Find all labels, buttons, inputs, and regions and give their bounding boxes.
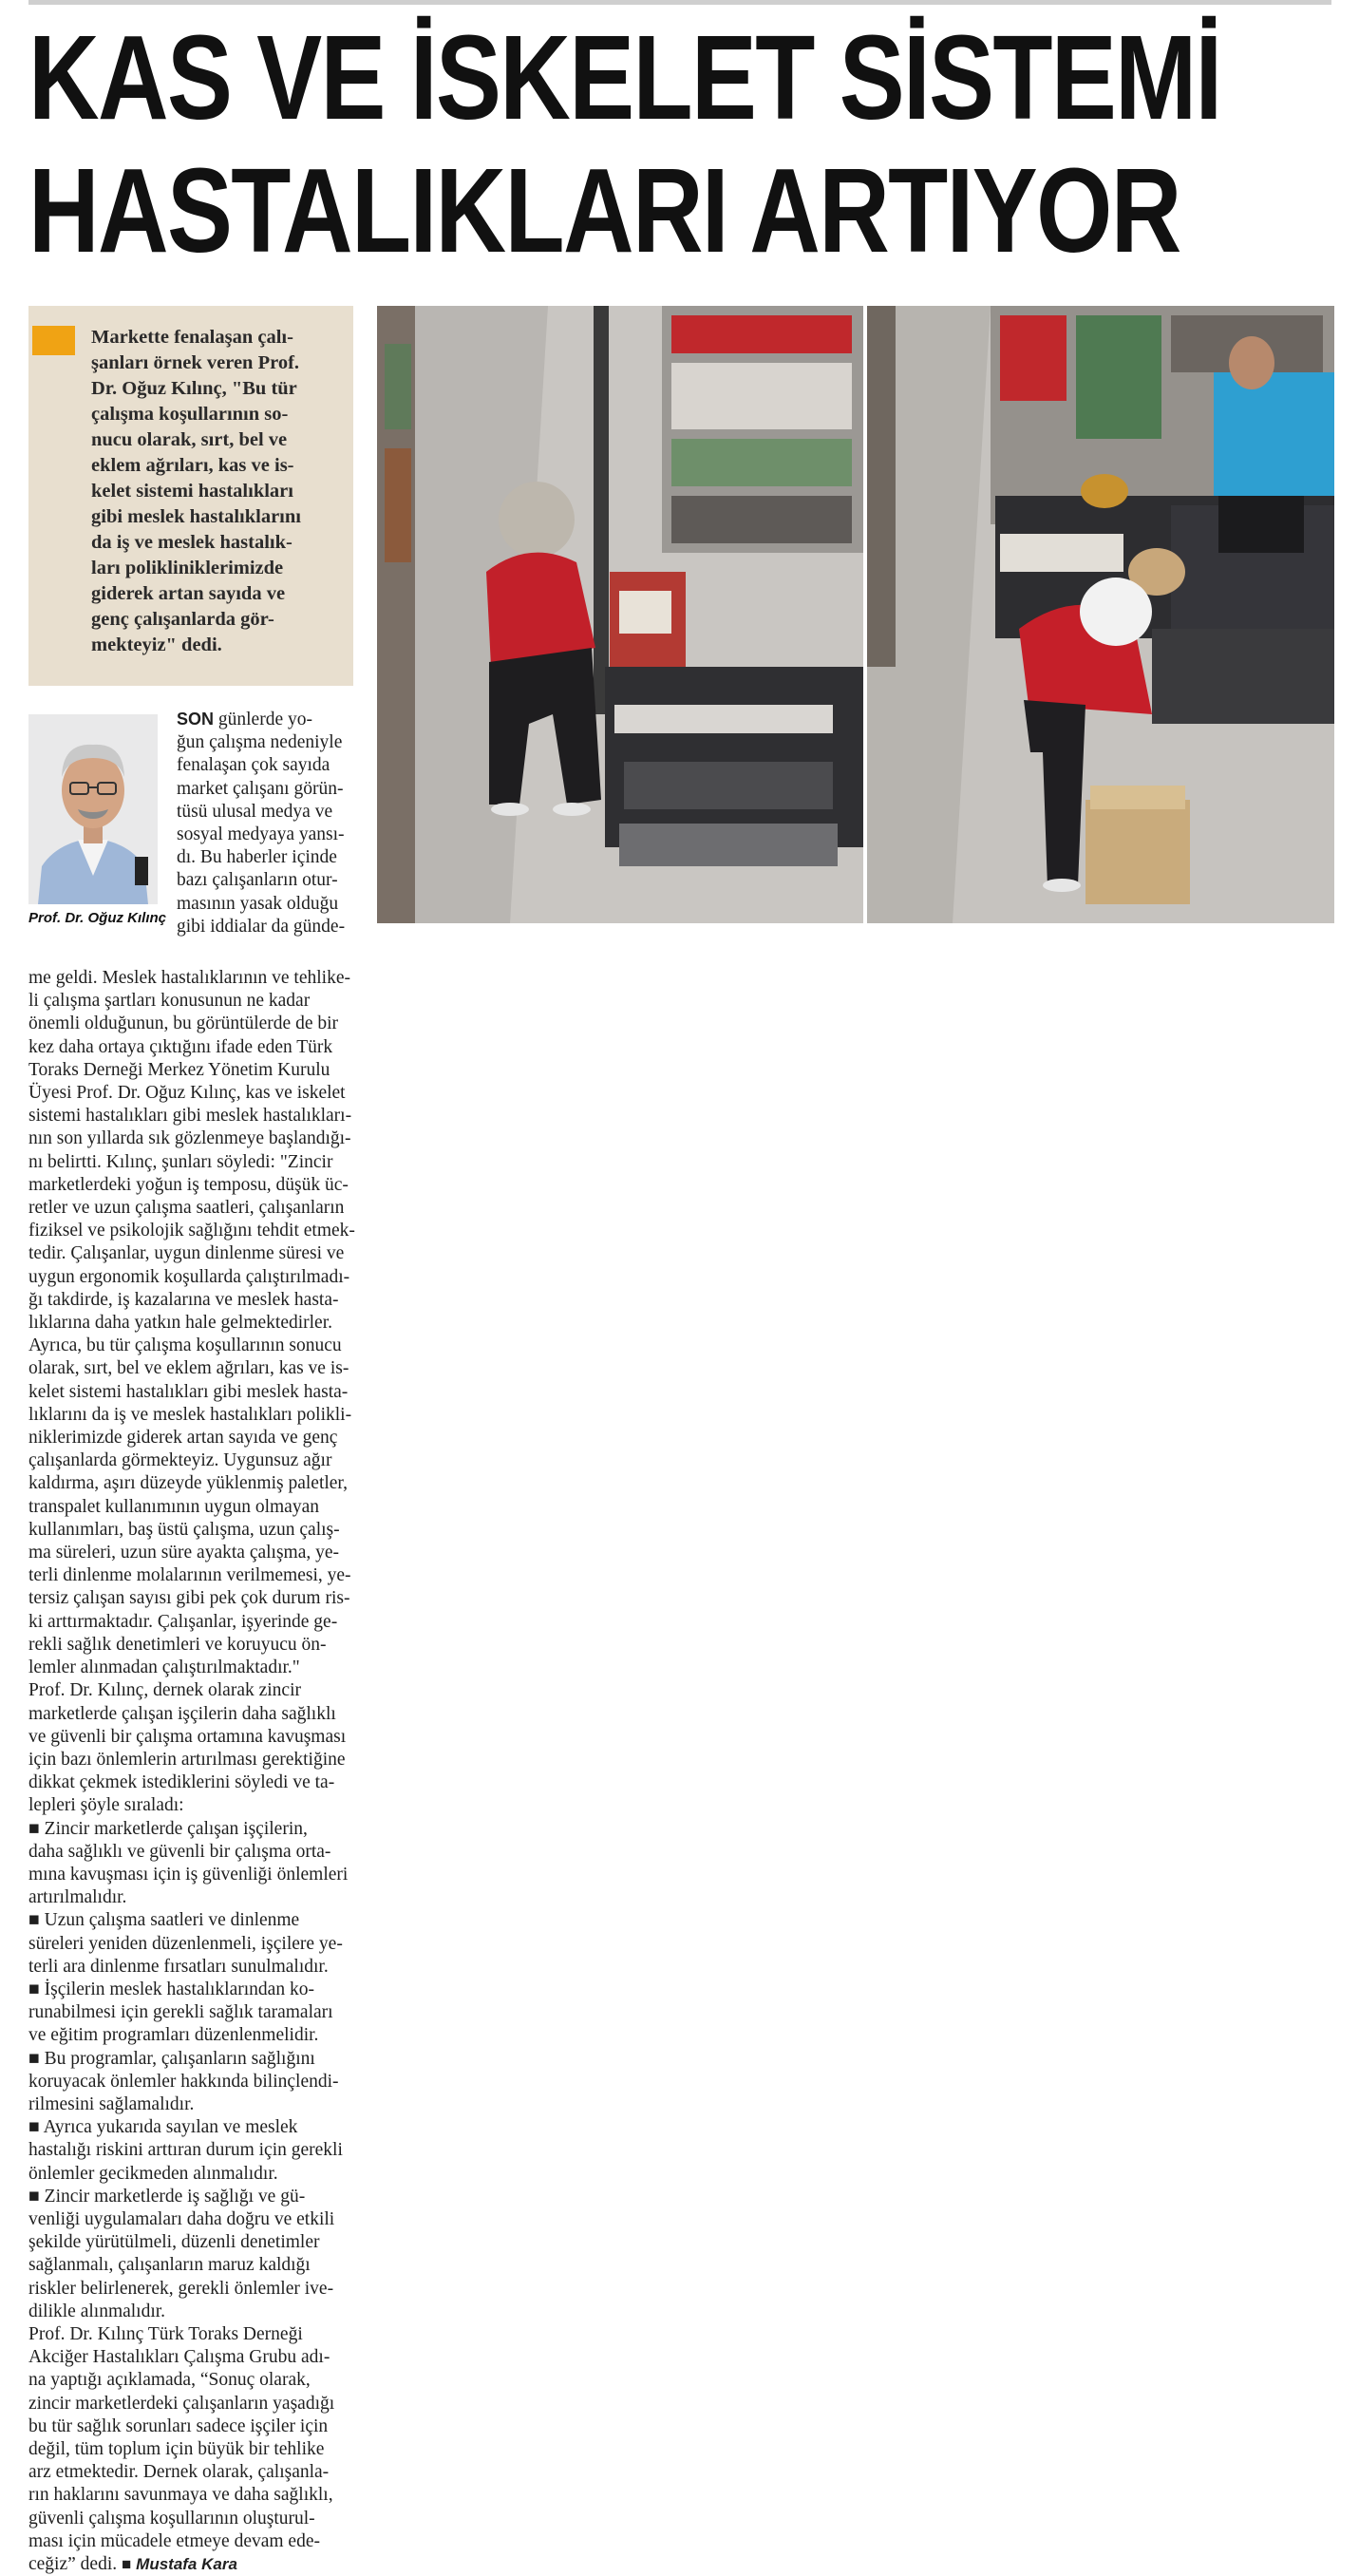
- body-text: [28, 967, 356, 2576]
- cctv-photo-right: [867, 306, 1334, 923]
- headline: [28, 10, 1221, 277]
- headline-line-1: KAS VE İSKELET SİSTEMİ: [28, 10, 1221, 144]
- portrait-photo: [28, 714, 158, 904]
- top-rule: [28, 0, 1331, 5]
- byline: Mustafa Kara: [136, 2555, 237, 2574]
- spot-box: [28, 306, 353, 686]
- spot-text: Markette fenalaşan çalı- şanları örnek veren Prof. Dr. Oğuz Kılınç, "Bu tür çalışma koşullarının so- nucu olarak, sırt, bel ve eklem ağrıları, kas ve is- kelet sistemi hastalıkları gibi meslek hastalıklarını da iş ve meslek hastalık- ları polikliniklerimizde giderek artan sayıda ve genç çalışanlarda gör- mekteyiz" dedi.: [91, 327, 301, 655]
- cctv-photo-left: [377, 306, 863, 923]
- body-paragraphs: me geldi. Meslek hastalıklarının ve tehlike- li çalışma şartları konusunun ne kadar önemli olduğunun, bu görüntülerde de bir kez daha ortaya çıktığını ifade eden Türk Toraks Derneği Merkez Yönetim Kurulu Üyesi Prof. Dr. Oğuz Kılınç, kas ve iskelet sistemi hastalıkları gibi meslek hastalıkları- nın son yıllarda sık gözlenmeye başlandığı- nı belirtti. Kılınç, şunları söyledi: "Zincir marketlerdeki yoğun iş temposu, düşük üc- retler ve uzun çalışma saatleri, çalışanların fiziksel ve psikolojik sağlığını tehdit etmek- tedir. Çalışanlar, uygun dinlenme süresi ve uygun ergonomik koşullarda çalıştırılmadı- ğı takdirde, iş kazalarına ve meslek hasta- lıklarına daha yatkın hale gelmektedirler. Ayrıca, bu tür çalışma koşullarının sonucu olarak, sırt, bel ve eklem ağrıları, kas ve is- kelet sistemi hastalıkları gibi meslek hasta- lıklarını da iş ve meslek hastalıkları polikli- niklerimizde giderek artan sayıda ve genç çalışanlarda görmekteyiz. Uygunsuz ağır kaldırma, aşırı düzeyde yüklenmiş paletler, transpalet kullanımının uygun olmayan kullanımları, baş üstü çalışma, uzun çalış- ma süreleri, uzun süre ayakta çalışma, ye- terli dinlenme molalarının verilmemesi, ye- tersiz çalışan sayısı gibi pek çok durum ris- ki arttırmaktadır. Çalışanlar, işyerinde ge- rekli sağlık denetimleri ve koruyucu ön- lemler alınmadan çalıştırılmaktadır." Prof. Dr. Kılınç, dernek olarak zincir marketlerde çalışan işçilerin daha sağlıklı ve güvenli bir çalışma ortamına kavuşması için bazı önlemlerin artırılması gerektiğine dikkat çekmek istediklerini söyledi ve ta- lepleri şöyle sıraladı: ■ Zincir marketlerde çalışan işçilerin, daha sağlıklı ve güvenli bir çalışma orta- mına kavuşması için iş güvenliği önlemleri artırılmalıdır. ■ Uzun çalışma saatleri ve dinlenme süreleri yeniden düzenlenmeli, işçilere ye- terli ara dinlenme fırsatları sunulmalıdır. ■ İşçilerin meslek hastalıklarından ko- runabilmesi için gerekli sağlık taramaları ve eğitim programları düzenlenmelidir. ■ Bu programlar, çalışanların sağlığını koruyacak önlemler hakkında bilinçlendi- rilmesini sağlamalıdır. ■ Ayrıca yukarıda sayılan ve meslek hastalığı riskini arttıran durum için gerekli önlemler gecikmeden alınmalıdır. ■ Zincir marketlerde iş sağlığı ve gü- venliği uygulamaları daha doğru ve etkili şekilde yürütülmeli, düzenli denetimler sağlanmalı, çalışanların maruz kaldığı riskler belirlenerek, gerekli önlemler ive- dilikle alınmalıdır. Prof. Dr. Kılınç Türk Toraks Derneği Akciğer Hastalıkları Çalışma Grubu adı- na yaptığı açıklamada, “Sonuç olarak, zincir marketlerdeki çalışanların yaşadığı bu tür sağlık sorunları sadece işçiler için değil, tüm toplum için büyük bir tehlike arz etmektedir. Dernek olarak, çalışanla- rın haklarını savunmaya ve daha sağlıklı, güvenli çalışma koşullarının oluşturul- ması için mücadele etmeye devam ede- ceğiz” dedi.: [28, 968, 355, 2575]
- intro-text: günlerde yo- ğun çalışma nedeniyle fenalaşan çok sayıda market çalışanı görün- tüsü ulusal medya ve sosyal medyaya yansı- dı. Bu haberler içinde bazı çalışanların otur- masının yasak olduğu gibi iddialar da günde-: [177, 710, 346, 937]
- intro-paragraph: [177, 708, 367, 938]
- portrait-caption: Prof. Dr. Oğuz Kılınç: [28, 910, 167, 926]
- byline-mark: ■: [122, 2555, 132, 2574]
- lead-word: SON: [177, 710, 215, 729]
- headline-line-2: HASTALIKLARI ARTIYOR: [28, 143, 1180, 277]
- spot-marker: [32, 326, 75, 355]
